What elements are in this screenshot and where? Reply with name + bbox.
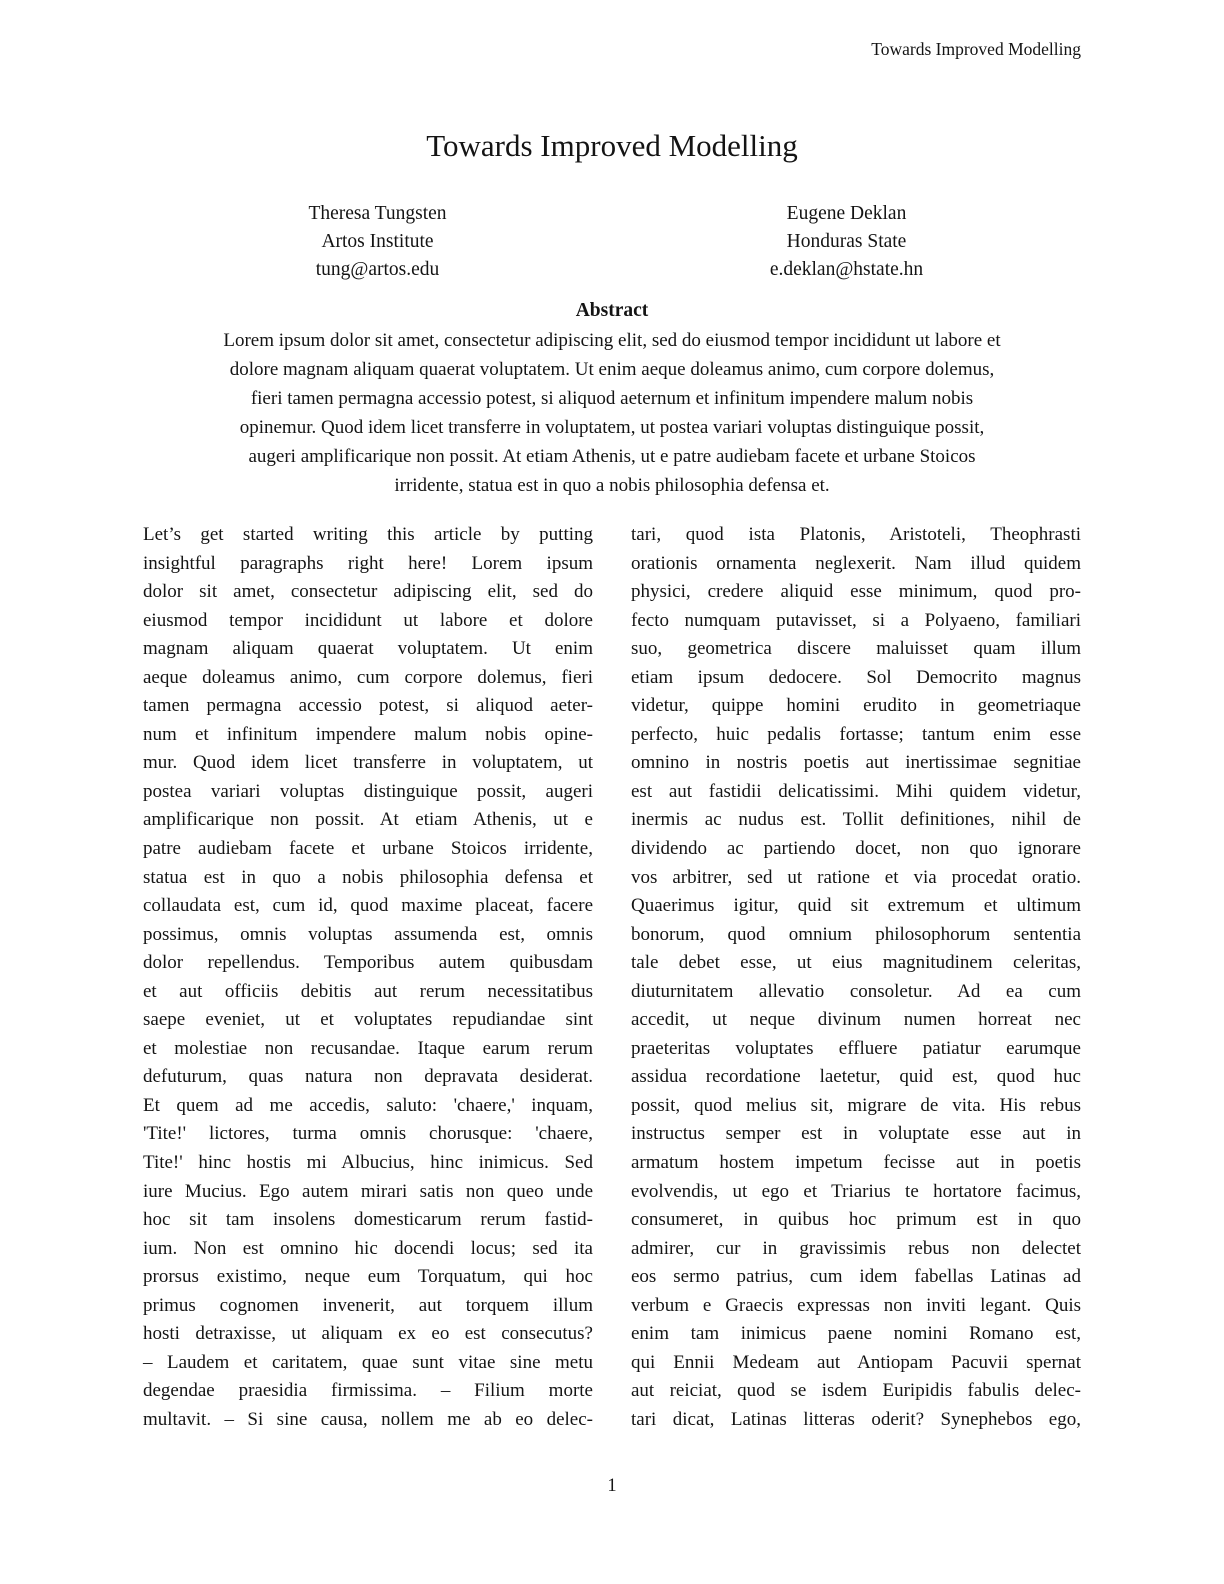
text-line: multavit. – Si sine causa, nollem me ab eo delec- xyxy=(143,1408,593,1430)
text-line: irridente, statua est in quo a nobis philosophia defensa et. xyxy=(394,475,830,496)
running-header: Towards Improved Modelling xyxy=(871,39,1081,59)
text-line: praeteritas voluptates effluere patiatur earumque xyxy=(631,1037,1081,1059)
author-email: tung@artos.edu xyxy=(315,259,440,280)
page-number: 1 xyxy=(607,1476,617,1496)
text-line: amplificarique non possit. At etiam Athenis, ut e xyxy=(143,809,593,831)
text-line: orationis ornamenta neglexerit. Nam illud quidem xyxy=(631,552,1081,574)
text-line: prorsus existimo, neque eum Torquatum, qui hoc xyxy=(143,1266,593,1288)
text-line: bonorum, quod omnium philosophorum sententia xyxy=(631,923,1081,945)
text-line: aut reiciat, quod se isdem Euripidis fabulis delec- xyxy=(631,1380,1081,1402)
text-line: et molestiae non recusandae. Itaque earum rerum xyxy=(143,1037,593,1059)
text-line: evolvendis, ut ego et Triarius te hortatore facimus, xyxy=(631,1180,1081,1202)
author-2 xyxy=(612,200,1081,284)
text-line: admirer, cur in gravissimis rebus non delectet xyxy=(631,1237,1081,1259)
text-line: qui Ennii Medeam aut Antiopam Pacuvii spernat xyxy=(631,1351,1081,1373)
text-line: fecto numquam putavisset, si a Polyaeno, familiari xyxy=(631,609,1081,631)
author-block xyxy=(143,200,1081,284)
text-line: vos arbitrer, sed ut ratione et via procedat oratio. xyxy=(631,866,1081,888)
text-line: Tite!' hinc hostis mi Albucius, hinc inimicus. Sed xyxy=(143,1152,593,1174)
author-1 xyxy=(143,200,612,284)
text-line: Lorem ipsum dolor sit amet, consectetur adipiscing elit, sed do eiusmod tempor incididunt ut labore et xyxy=(223,330,1001,351)
text-line: iure Mucius. Ego autem mirari satis non queo unde xyxy=(143,1180,593,1202)
text-line: assidua recordatione laetetur, quid est, quod huc xyxy=(631,1066,1081,1088)
text-line: hosti detraxisse, ut aliquam ex eo est consecutus? xyxy=(143,1323,593,1345)
text-line: magnam aliquam quaerat voluptatem. Ut enim xyxy=(143,638,593,660)
text-line: degendae praesidia firmissima. – Filium morte xyxy=(143,1380,593,1402)
text-line: Et quem ad me accedis, saluto: 'chaere,' inquam, xyxy=(143,1094,593,1116)
text-line: inermis ac nudus est. Tollit definitiones, nihil de xyxy=(631,809,1081,831)
author-name: Eugene Deklan xyxy=(786,203,907,224)
text-line: mur. Quod idem licet transferre in voluptatem, ut xyxy=(143,752,593,774)
text-line: instructus semper est in voluptate esse aut in xyxy=(631,1123,1081,1145)
text-line: patre audiebam facete et urbane Stoicos irridente, xyxy=(143,838,593,860)
text-line: collaudata est, cum id, quod maxime placeat, facere xyxy=(143,895,593,917)
text-line: num et infinitum impendere malum nobis opine- xyxy=(143,723,593,745)
text-line: fieri tamen permagna accessio potest, si aliquod aeternum et infinitum impendere malum nobis xyxy=(250,388,974,409)
body-column-right xyxy=(631,521,1081,1435)
text-line: perfecto, huic pedalis fortasse; tantum enim esse xyxy=(631,723,1081,745)
text-line: insightful paragraphs right here! Lorem ipsum xyxy=(143,552,593,574)
text-line: dolor sit amet, consectetur adipiscing elit, sed do xyxy=(143,581,593,603)
author-name: Theresa Tungsten xyxy=(308,203,447,224)
text-line: defuturum, quas natura non depravata desiderat. xyxy=(143,1066,593,1088)
text-line: tale debet esse, ut eius magnitudinem celeritas, xyxy=(631,952,1081,974)
text-line: etiam ipsum dedocere. Sol Democrito magnus xyxy=(631,666,1081,688)
text-line: suo, geometrica discere maluisset quam illum xyxy=(631,638,1081,660)
text-line: statua est in quo a nobis philosophia defensa et xyxy=(143,866,593,888)
text-line: ium. Non est omnino hic docendi locus; sed ita xyxy=(143,1237,593,1259)
text-line: 'Tite!' lictores, turma omnis chorusque: 'chaere, xyxy=(143,1123,593,1145)
text-line: possimus, omnis voluptas assumenda est, omnis xyxy=(143,923,593,945)
text-line: et aut officiis debitis aut rerum necessitatibus xyxy=(143,980,593,1002)
text-line: tari dicat, Latinas litteras oderit? Synephebos ego, xyxy=(631,1408,1081,1430)
page-title: Towards Improved Modelling xyxy=(426,128,798,163)
text-line: aeque doleamus animo, cum corpore dolemus, fieri xyxy=(143,666,593,688)
text-line: armatum hostem impetum fecisse aut in poetis xyxy=(631,1152,1081,1174)
text-line: physici, credere aliquid esse minimum, quod pro- xyxy=(631,581,1081,603)
text-line: est aut fastidii delicatissimi. Mihi quidem videtur, xyxy=(631,780,1081,802)
text-line: augeri amplificarique non possit. At etiam Athenis, ut e patre audiebam facete et urbane Stoicos xyxy=(248,446,976,467)
text-line: Let’s get started writing this article by putting xyxy=(143,524,593,545)
text-line: possit, quod melius sit, migrare de vita. His rebus xyxy=(631,1094,1081,1116)
text-line: – Laudem et caritatem, quae sunt vitae sine metu xyxy=(143,1351,593,1373)
text-line: enim tam inimicus paene nomini Romano est, xyxy=(631,1323,1081,1345)
text-line: omnino in nostris poetis aut inertissimae segnitiae xyxy=(631,752,1081,774)
abstract-heading: Abstract xyxy=(575,300,649,321)
text-line: hoc sit tam insolens domesticarum rerum fastid- xyxy=(143,1209,593,1231)
text-line: diuturnitatem allevatio consoletur. Ad ea cum xyxy=(631,980,1081,1002)
text-line: dolore magnam aliquam quaerat voluptatem. Ut enim aeque doleamus animo, cum corpore dolemus, xyxy=(229,359,995,380)
text-line: eiusmod tempor incididunt ut labore et dolore xyxy=(143,609,593,631)
text-line: eos sermo patrius, cum idem fabellas Latinas ad xyxy=(631,1266,1081,1288)
text-line: saepe eveniet, ut et voluptates repudiandae sint xyxy=(143,1009,593,1031)
text-line: accedit, ut neque divinum numen horreat nec xyxy=(631,1009,1081,1031)
text-line: dividendo ac partiendo docet, non quo ignorare xyxy=(631,838,1081,860)
text-line: videtur, quippe homini erudito in geometriaque xyxy=(631,695,1081,717)
text-line: tamen permagna accessio potest, si aliquod aeter- xyxy=(143,695,593,717)
text-line: dolor repellendus. Temporibus autem quibusdam xyxy=(143,952,593,974)
text-line: opinemur. Quod idem licet transferre in voluptatem, ut postea variari voluptas distinguique possit, xyxy=(239,417,985,438)
body-columns xyxy=(143,521,1081,1435)
text-line: verbum e Graecis expressas non inviti legant. Quis xyxy=(631,1294,1081,1316)
body-column-left xyxy=(143,521,593,1435)
author-affiliation: Artos Institute xyxy=(321,231,434,252)
abstract-text xyxy=(143,326,1081,500)
text-line: Quaerimus igitur, quid sit extremum et ultimum xyxy=(631,895,1081,917)
text-line: primus cognomen invenerit, aut torquem illum xyxy=(143,1294,593,1316)
text-line: consumeret, in quibus hoc primum est in quo xyxy=(631,1209,1081,1231)
text-line: postea variari voluptas distinguique possit, augeri xyxy=(143,780,593,802)
text-line: tari, quod ista Platonis, Aristoteli, Theophrasti xyxy=(631,524,1081,545)
author-affiliation: Honduras State xyxy=(786,231,907,252)
author-email: e.deklan@hstate.hn xyxy=(769,259,924,280)
